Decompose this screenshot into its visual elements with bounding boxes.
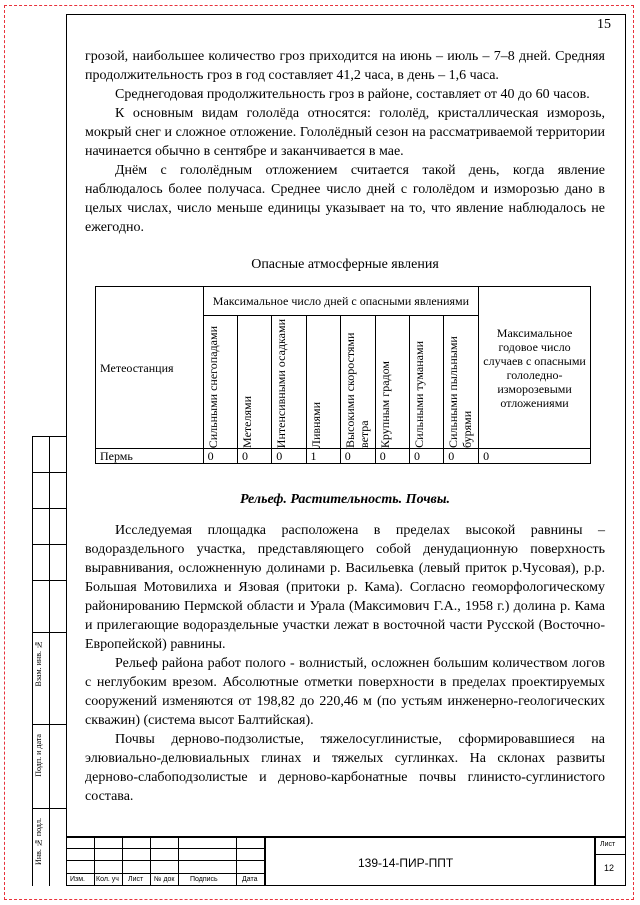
value-cell: 0 xyxy=(444,449,479,464)
value-cell: 1 xyxy=(306,449,340,464)
tb-line xyxy=(150,836,151,886)
strip-line xyxy=(32,544,66,545)
vzam-inv-label: Взам. инв. № xyxy=(34,640,43,687)
tb-line xyxy=(264,836,266,886)
value-cell: 0 xyxy=(203,449,237,464)
column-header: Сильными пыльными бурями xyxy=(444,316,479,449)
tb-line xyxy=(66,873,264,874)
tb-line xyxy=(178,836,179,886)
strip-line xyxy=(32,724,66,725)
side-stamp-strip xyxy=(32,436,66,886)
value-cell: 0 xyxy=(237,449,271,464)
tb-label-data: Дата xyxy=(242,876,258,883)
paragraph: Почвы дерново-подзолистые, тяжелосуглинистые, сформировавшиеся на элювиально-делювиальных глинах и тяжелых суглинках. На склонах развиты дерново-слабоподзолистые и дерново-карбонатные почвы глинисто-суглинистого состава. xyxy=(85,732,605,804)
column-header: Крупным градом xyxy=(375,316,409,449)
podp-data-label: Подп. и дата xyxy=(34,734,43,777)
tb-line xyxy=(66,848,264,849)
table-row xyxy=(96,449,591,464)
station-header: Метеостанция xyxy=(96,287,204,449)
value-cell: 0 xyxy=(375,449,409,464)
column-header: Высокими скоростями ветра xyxy=(340,316,375,449)
value-cell: 0 xyxy=(409,449,443,464)
value-cell: 0 xyxy=(272,449,306,464)
table-header-row xyxy=(96,287,591,316)
tb-label-podpis: Подпись xyxy=(190,876,218,883)
page-frame xyxy=(66,14,626,886)
paragraph: грозой, наибольшее количество гроз приходится на июнь – июль – 7–8 дней. Средняя продолжительность гроз в год составляет 41,2 часа, в день – 1,6 часа. xyxy=(85,49,605,83)
strip-line xyxy=(32,472,66,473)
tb-line xyxy=(236,836,237,886)
strip-line xyxy=(32,436,33,886)
column-header: Метелями xyxy=(237,316,271,449)
tb-line xyxy=(594,854,626,855)
column-header: Интенсивными осадками xyxy=(272,316,306,449)
paragraph: Днём с гололёдным отложением считается такой день, когда явление наблюдалось более получаса. Среднее число дней с гололёдом и изморозью дано в целых числах, число меньше единицы указывает на то, что явление наблюдалось не ежегодно. xyxy=(85,163,605,235)
strip-line xyxy=(32,508,66,509)
inv-podl-label: Инв. № подл. xyxy=(34,818,43,865)
tb-line xyxy=(66,860,264,861)
strip-line xyxy=(32,580,66,581)
tb-line xyxy=(594,836,596,886)
tb-label-kol: Кол. уч xyxy=(96,876,119,883)
page-number: 15 xyxy=(597,17,611,32)
strip-line xyxy=(32,632,66,633)
hazards-table xyxy=(95,286,591,464)
station-cell: Пермь xyxy=(96,449,204,464)
strip-line xyxy=(49,436,50,886)
tb-line xyxy=(122,836,123,886)
sheet-number: 12 xyxy=(604,863,615,873)
last-header: Максимальное годовое число случаев с опасными гололедно-изморозевыми отложениями xyxy=(479,287,591,449)
column-header: Ливнями xyxy=(306,316,340,449)
tb-label-izm: Изм. xyxy=(70,876,85,883)
last-value-cell: 0 xyxy=(479,449,591,464)
group-header: Максимальное число дней с опасными явлениями xyxy=(203,287,479,316)
value-cell: 0 xyxy=(340,449,375,464)
section-title: Рельеф. Растительность. Почвы. xyxy=(239,492,451,507)
paragraph: Рельеф района работ полого - волнистый, осложнен большим количеством логов с неглубоким врезом. Абсолютные отметки поверхности в пределах проектируемых сооружений изменяются от 198,82 до 220,46 м (по устьям инженерно-геологических скважин) (система высот Балтийская). xyxy=(85,656,605,728)
column-header: Сильными туманами xyxy=(409,316,443,449)
strip-line xyxy=(32,436,66,437)
tb-label-list: Лист xyxy=(128,876,144,883)
table-caption: Опасные атмосферные явления xyxy=(251,257,439,272)
title-block xyxy=(66,836,626,886)
tb-label-doc: № док xyxy=(154,876,175,883)
column-header: Сильными снегопадами xyxy=(203,316,237,449)
document-body xyxy=(85,47,605,806)
sheet-label: Лист xyxy=(600,841,616,848)
paragraph: Исследуемая площадка расположена в пределах высокой равнины – водораздельного участка, представляющего собой денудационную поверхность выравнивания, осложненную долинами р. Васильевка (левый приток р.Чусовая), р.р. Большая Мотовилиха и Язовая (притоки р. Кама). Согласно геоморфологическому районированию Пермской области и Урала (Максимович Г.А., 1958 г.) долина р. Кама и прилегающие водораздельные участки лежат в восточной части Русской (Восточно-Европейской) равнины. xyxy=(85,523,605,652)
tb-line xyxy=(94,836,95,886)
paragraph: Среднегодовая продолжительность гроз в районе, составляет от 40 до 60 часов. xyxy=(115,87,590,102)
strip-line xyxy=(32,808,66,809)
paragraph: К основным видам гололёда относятся: гололёд, кристаллическая изморозь, мокрый снег и сложное отложение. Гололёдный сезон на рассматриваемой территории начинается обычно в сентябре и заканчивается в мае. xyxy=(85,106,605,159)
document-code: 139-14-ПИР-ППТ xyxy=(358,856,454,870)
